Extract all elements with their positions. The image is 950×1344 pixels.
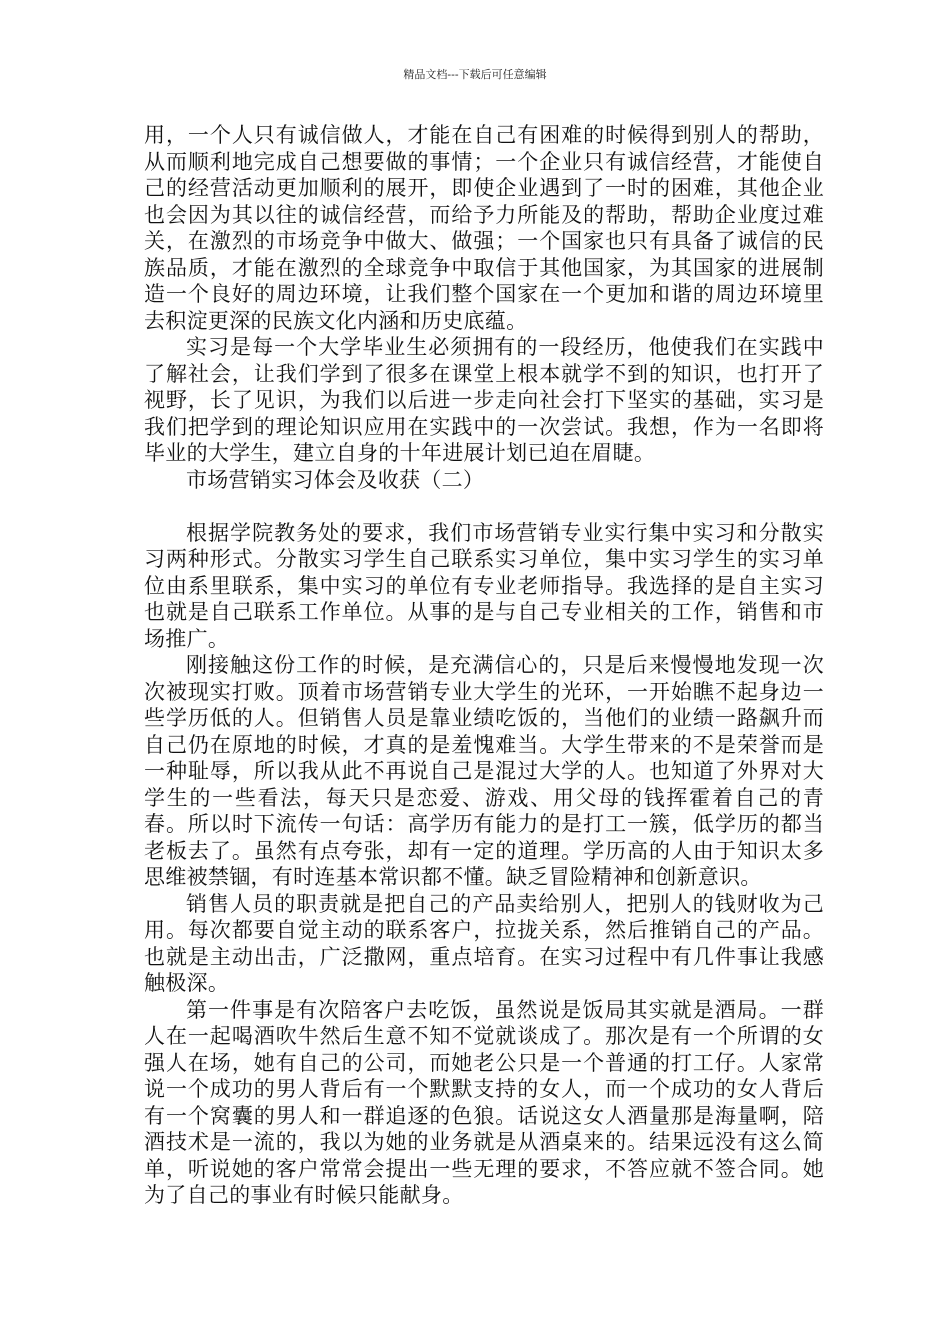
paragraph-first-event: 第一件事是有次陪客户去吃饭，虽然说是饭局其实就是酒局。一群人在一起喝酒吹牛然后生意不知不觉就谈成了。那次是有一个所谓的女强人在场，她有自己的公司，而她老公只是一个普通的打工仔。人家常说一个成功的男人背后有一个默默支持的女人，而一个成功的女人背后有一个窝囊的男人和一群追逐的色狼。话说这女人酒量那是海量啊，陪酒技术是一流的，我以为她的业务就是从酒桌来的。结果远没有这么简单，听说她的客户常常会提出一些无理的要求，不答应就不签合同。她为了自己的事业有时候只能献身。 bbox=[144, 997, 824, 1207]
paragraph-requirements: 根据学院教务处的要求，我们市场营销专业实行集中实习和分散实习两种形式。分散实习学生自己联系实习单位，集中实习学生的实习单位由系里联系，集中实习的单位有专业老师指导。我选择的是自主实习也就是自己联系工作单位。从事的是与自己专业相关的工作，销售和市场推广。 bbox=[144, 520, 824, 651]
section-title: 市场营销实习体会及收获（二） bbox=[186, 467, 485, 492]
paragraph-first-contact: 刚接触这份工作的时候，是充满信心的，只是后来慢慢地发现一次次被现实打败。顶着市场营销专业大学生的光环，一开始瞧不起身边一些学历低的人。但销售人员是靠业绩吃饭的，当他们的业绩一路飙升而自己仍在原地的时候，才真的是羞愧难当。大学生带来的不是荣誉而是一种耻辱，所以我从此不再说自己是混过大学的人。也知道了外界对大学生的一些看法，每天只是恋爱、游戏、用父母的钱挥霍着自己的青春。所以时下流传一句话：高学历有能力的是打工一簇，低学历的都当老板去了。虽然有点夸张，却有一定的道理。学历高的人由于知识太多思维被禁锢，有时连基本常识都不懂。缺乏冒险精神和创新意识。 bbox=[144, 653, 824, 889]
paragraph-internship-intro: 实习是每一个大学毕业生必须拥有的一段经历，他使我们在实践中了解社会，让我们学到了很多在课堂上根本就学不到的知识，也打开了视野，长了见识，为我们以后进一步走向社会打下坚实的基础，实习是我们把学到的理论知识应用在实践中的一次尝试。我想，作为一名即将毕业的大学生，建立自身的十年进展计划已迫在眉睫。 bbox=[144, 335, 824, 465]
document-body bbox=[144, 122, 824, 1209]
blank-line bbox=[144, 493, 824, 520]
paragraph-sales-duty: 销售人员的职责就是把自己的产品卖给别人，把别人的钱财收为己用。每次都要自觉主动的联系客户，拉拢关系，然后推销自己的产品。也就是主动出击，广泛撒网，重点培育。在实习过程中有几件事让我感触极深。 bbox=[144, 891, 824, 995]
page-header: 精品文档---下载后可任意编辑 bbox=[403, 68, 547, 81]
paragraph-continuation: 用，一个人只有诚信做人，才能在自己有困难的时候得到别人的帮助，从而顺利地完成自己想要做的事情；一个企业只有诚信经营，才能使自己的经营活动更加顺利的展开，即使企业遇到了一时的困难，其他企业也会因为其以往的诚信经营，而给予力所能及的帮助，帮助企业度过难关，在激烈的市场竞争中做大、做强；一个国家也只有具备了诚信的民族品质，才能在激烈的全球竞争中取信于其他国家，为其国家的进展制造一个良好的周边环境，让我们整个国家在一个更加和谐的周边环境里去积淀更深的民族文化内涵和历史底蕴。 bbox=[144, 123, 824, 333]
